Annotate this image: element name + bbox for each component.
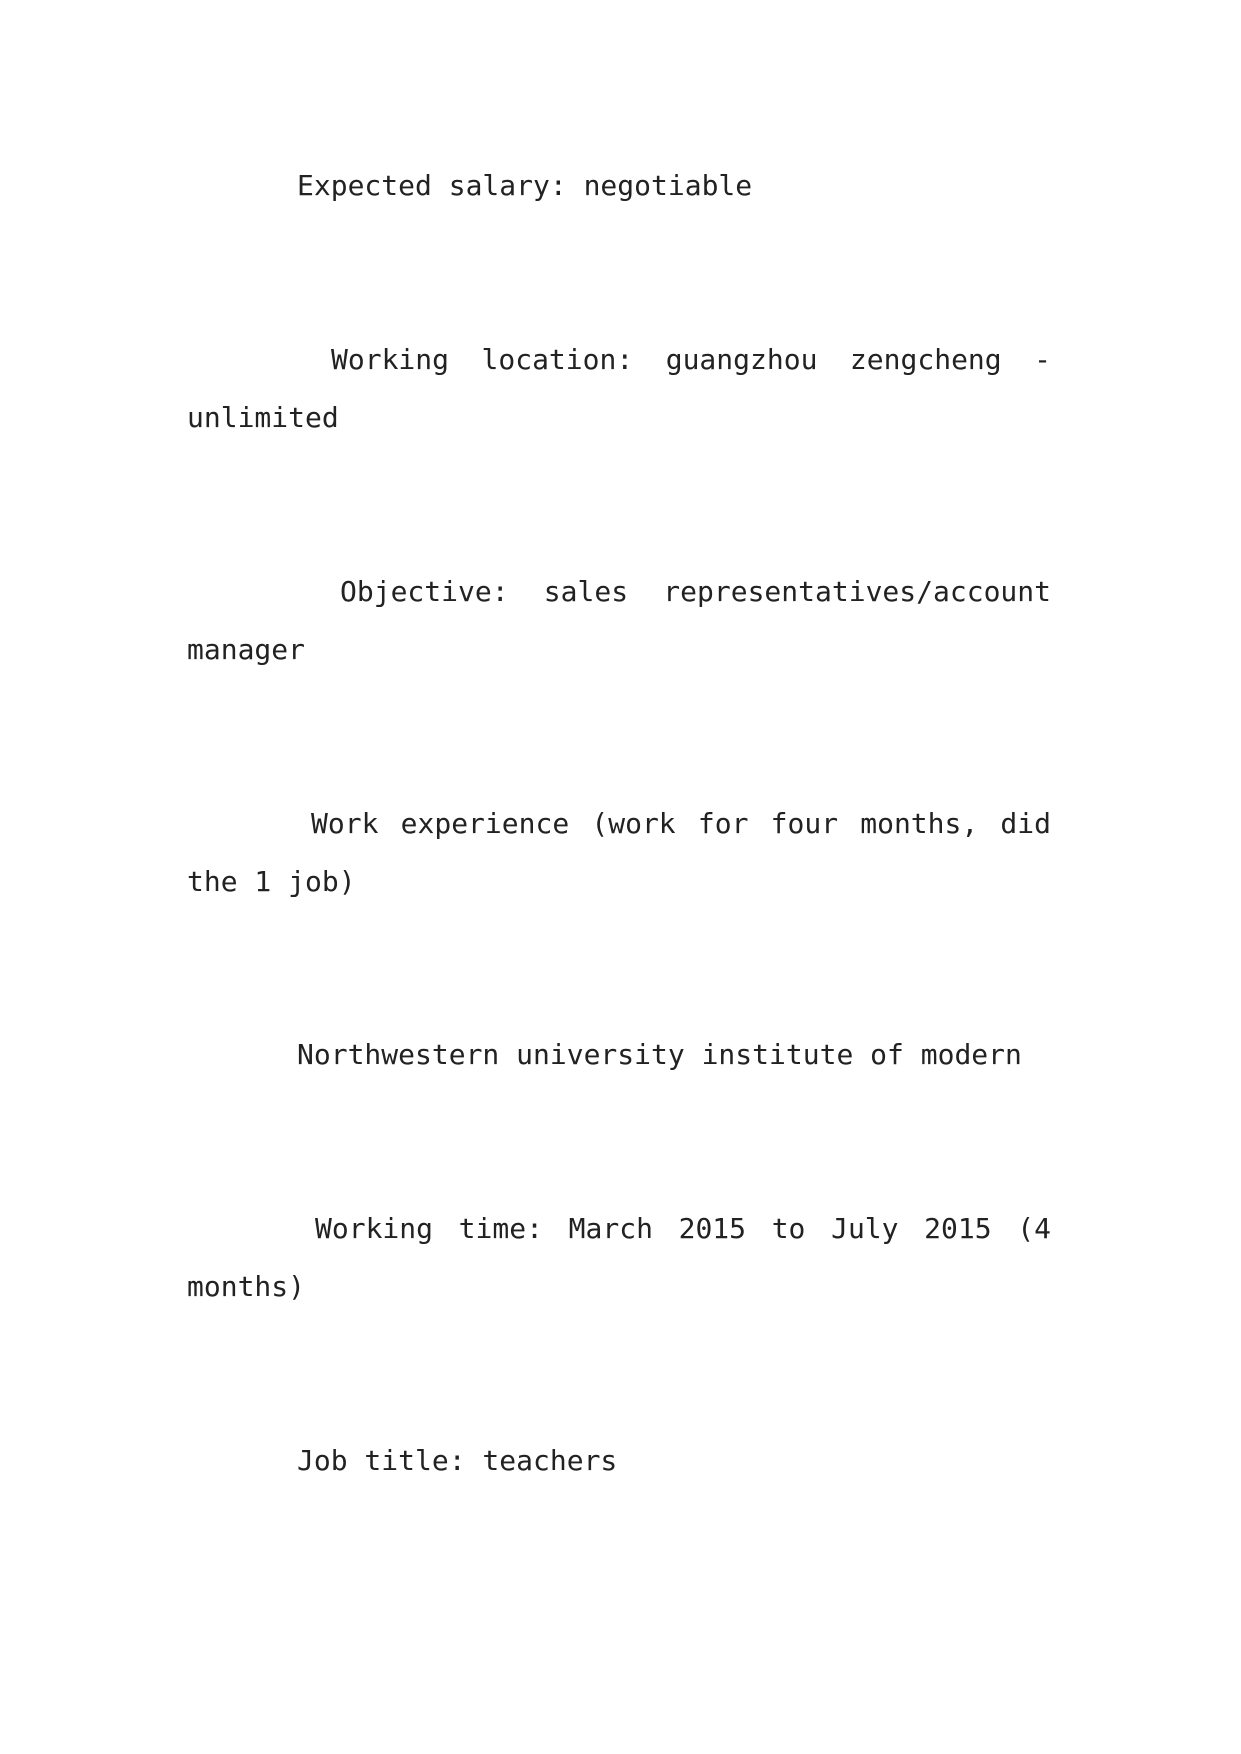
work-experience-paragraph: Work experience (work for four months, did the 1 job) [187,807,1051,898]
employer-paragraph: Northwestern university institute of modern [297,1038,1022,1071]
working-time-paragraph: Working time: March 2015 to July 2015 (4 months) [187,1212,1051,1303]
working-location-paragraph: Working location: guangzhou zengcheng - unlimited [187,343,1051,434]
objective-paragraph: Objective: sales representatives/account manager [187,575,1051,666]
job-title-paragraph: Job title: teachers [297,1444,618,1477]
expected-salary-paragraph: Expected salary: negotiable [297,169,753,202]
